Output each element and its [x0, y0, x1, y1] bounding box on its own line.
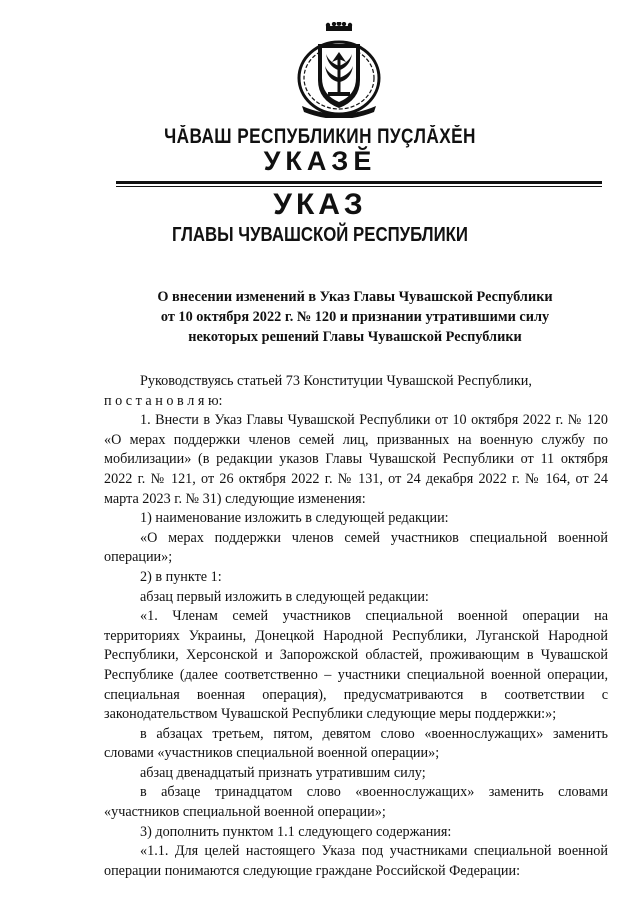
- paragraph: 2) в пункте 1:: [140, 568, 222, 585]
- resolve-word: п о с т а н о в л я ю:: [104, 392, 223, 409]
- paragraph: абзац двенадцатый признать утратившим силу;: [140, 764, 426, 781]
- paragraph: «1.1. Для целей настоящего Указа под участниками специальной военной операции понимаются следующие граждане Российской Федерации:: [104, 843, 608, 879]
- head-of-republic-heading: ГЛАВЫ ЧУВАШСКОЙ РЕСПУБЛИКИ: [172, 224, 468, 246]
- paragraph: 1. Внести в Указ Главы Чувашской Республики от 10 октября 2022 г. № 120 «О мерах поддержки членов семей лиц, призванных на военную службу по мобилизации» (в редакции указов Главы Чувашской Республики от 11 октября 2022 г. № 121, от 26 октября 2022 г. № 131, от 24 декабря 2022 г. № 164, от 24 марта 2023 г. № 31) следующие изменения:: [104, 412, 608, 507]
- paragraph: 3) дополнить пунктом 1.1 следующего содержания:: [140, 823, 452, 840]
- paragraph: «1. Членам семей участников специальной военной операции на территориях Украины, Донецкой Народной Республики, Луганской Народной Республики, Херсонской и Запорожской областей, проживающим в Чувашской Республике (далее соответственно – участники специальной военной операции, специальная военная операция), предусматриваются в соответствии с законодательством Чувашской Республики следующие меры поддержки:»;: [104, 608, 608, 723]
- republic-name-chuvash: ЧĂВАШ РЕСПУБЛИКИН ПУÇЛĂХĔН: [164, 125, 476, 148]
- paragraph: «О мерах поддержки членов семей участников специальной военной операции»;: [104, 529, 608, 566]
- paragraph: в абзаце тринадцатом слово «военнослужащих» заменить словами «участников специальной военной операции»;: [104, 784, 608, 821]
- ukaz-heading: УКАЗ: [273, 188, 367, 221]
- decree-title-line: от 10 октября 2022 г. № 120 и признании утратившими силу: [160, 309, 550, 325]
- paragraph: Руководствуясь статьей 73 Конституции Чувашской Республики,: [140, 373, 532, 389]
- chuvash-coat-of-arms-icon: [294, 22, 384, 118]
- decree-title-line: О внесении изменений в Указ Главы Чувашской Республики: [157, 289, 553, 305]
- paragraph: абзац первый изложить в следующей редакции:: [140, 588, 429, 605]
- paragraph: в абзацах третьем, пятом, девятом слово «военнослужащих» заменить словами «участников специальной военной операции»;: [104, 725, 608, 762]
- decree-title: [100, 287, 610, 347]
- decree-title-line: некоторых решений Главы Чувашской Республики: [188, 329, 522, 345]
- ukaze-heading: УКАЗĔ: [263, 146, 377, 176]
- decree-body: [104, 372, 608, 881]
- header-divider-thin: [116, 186, 602, 187]
- header-divider-thick: [116, 181, 602, 184]
- paragraph: 1) наименование изложить в следующей редакции:: [140, 510, 449, 527]
